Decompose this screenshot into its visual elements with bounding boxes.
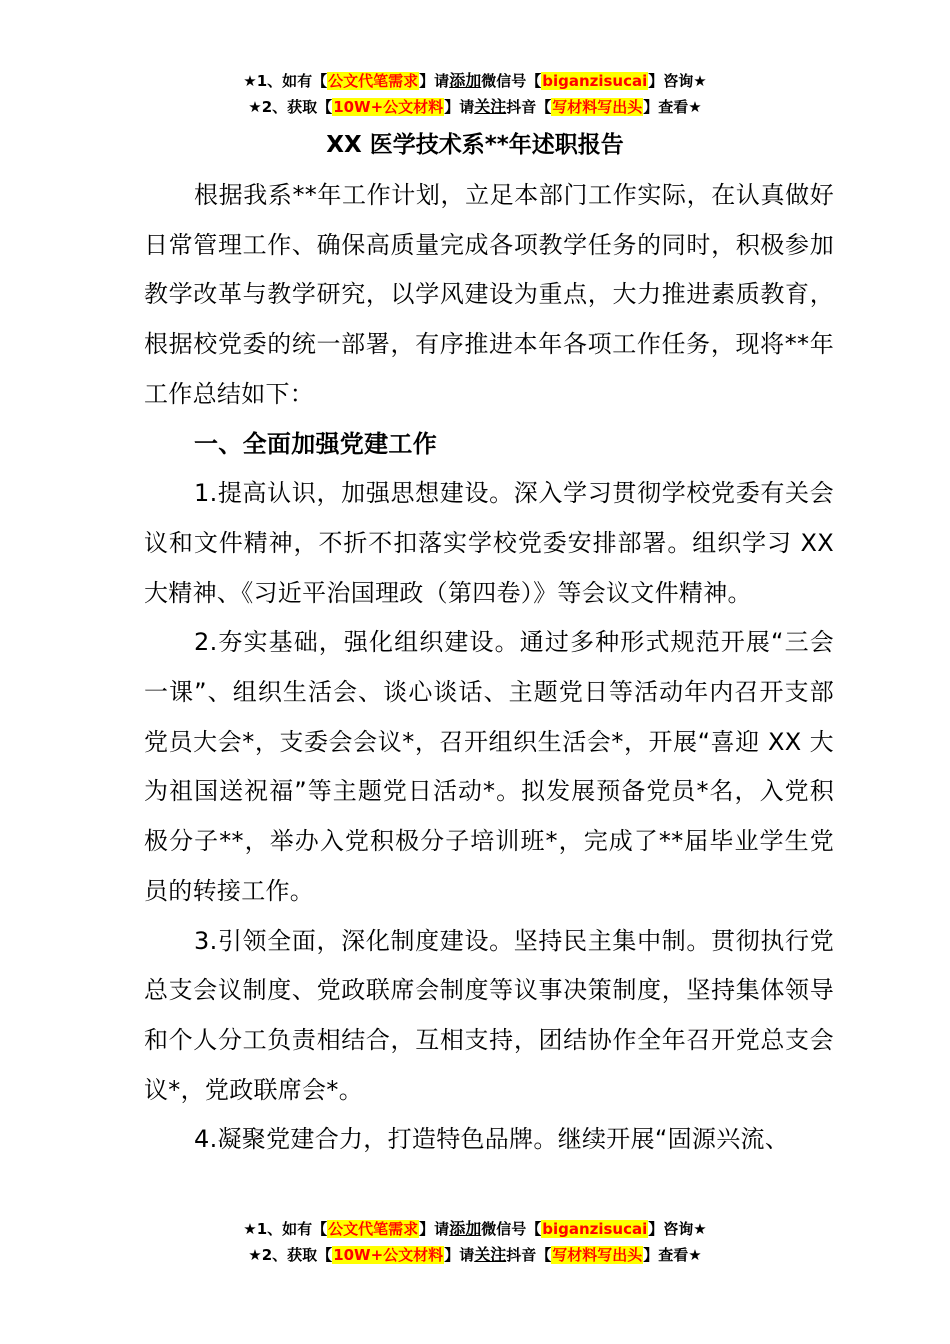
emphasis-text: 关注 <box>474 1245 507 1264</box>
banner-text: ★1、如有【 <box>243 72 328 90</box>
highlight-materials: 10W+公文材料 <box>333 98 444 116</box>
banner-text: 抖音【 <box>506 1246 552 1264</box>
highlight-service: 公文代笔需求 <box>328 1220 419 1238</box>
banner-line-2 <box>0 94 950 120</box>
highlight-douyin-id: 写材料写出头 <box>552 98 643 116</box>
banner-text: 】咨询★ <box>648 72 707 90</box>
banner-text: 】请 <box>444 1246 475 1264</box>
emphasis-text: 关注 <box>474 97 507 116</box>
body-paragraph: 4.凝聚党建合力，打造特色品牌。继续开展“固源兴流、 <box>194 1125 790 1154</box>
intro-paragraph: 根据我系**年工作计划，立足本部门工作实际，在认真做好日常管理工作、确保高质量完成各项教学任务的同时，积极参加教学改革与教学研究，以学风建设为重点，大力推进素质教育，根据校党委的统一部署，有序推进本年各项工作任务，现将**年工作总结如下： <box>144 181 834 408</box>
banner-text: ★2、获取【 <box>248 1246 333 1264</box>
footer-banner <box>0 1216 950 1268</box>
banner-line-2 <box>0 1242 950 1268</box>
banner-text: 微信号【 <box>481 1220 542 1238</box>
highlight-douyin-id: 写材料写出头 <box>552 1246 643 1264</box>
banner-text: 】查看★ <box>643 98 702 116</box>
document-body <box>144 171 834 1165</box>
highlight-materials: 10W+公文材料 <box>333 1246 444 1264</box>
banner-text: 】查看★ <box>643 1246 702 1264</box>
emphasis-text: 添加 <box>449 1219 482 1238</box>
banner-text: ★1、如有【 <box>243 1220 328 1238</box>
body-paragraph: 2.夯实基础，强化组织建设。通过多种形式规范开展“三会一课”、组织生活会、谈心谈话、主题党日等活动年内召开支部党员大会*，支委会会议*，召开组织生活会*，开展“喜迎 XX 大为祖国送祝福”等主题党日活动*。拟发展预备党员*名，入党积极分子**，举办入党积极分子培训班*，完成了**届毕业学生党员的转接工作。 <box>144 628 834 905</box>
banner-text: 】请 <box>419 1220 450 1238</box>
header-banner <box>0 68 950 120</box>
banner-text: 抖音【 <box>506 98 552 116</box>
banner-text: 】咨询★ <box>648 1220 707 1238</box>
highlight-wechat-id: biganzisucai <box>542 72 648 90</box>
emphasis-text: 添加 <box>449 71 482 90</box>
banner-line-1 <box>0 1216 950 1242</box>
body-paragraph: 3.引领全面，深化制度建设。坚持民主集中制。贯彻执行党总支会议制度、党政联席会制度等议事决策制度，坚持集体领导和个人分工负责相结合，互相支持，团结协作全年召开党总支会议*，党政联席会*。 <box>144 926 834 1104</box>
document-title: XX 医学技术系**年述职报告 <box>326 132 624 158</box>
banner-text: 】请 <box>444 98 475 116</box>
highlight-service: 公文代笔需求 <box>328 72 419 90</box>
banner-text: 微信号【 <box>481 72 542 90</box>
banner-line-1 <box>0 68 950 94</box>
banner-text: 】请 <box>419 72 450 90</box>
section-heading: 一、全面加强党建工作 <box>194 429 437 458</box>
banner-text: ★2、获取【 <box>248 98 333 116</box>
highlight-wechat-id: biganzisucai <box>542 1220 648 1238</box>
body-paragraph: 1.提高认识，加强思想建设。深入学习贯彻学校党委有关会议和文件精神，不折不扣落实学校党委安排部署。组织学习 XX 大精神、《习近平治国理政（第四卷）》等会议文件精神。 <box>144 479 834 607</box>
